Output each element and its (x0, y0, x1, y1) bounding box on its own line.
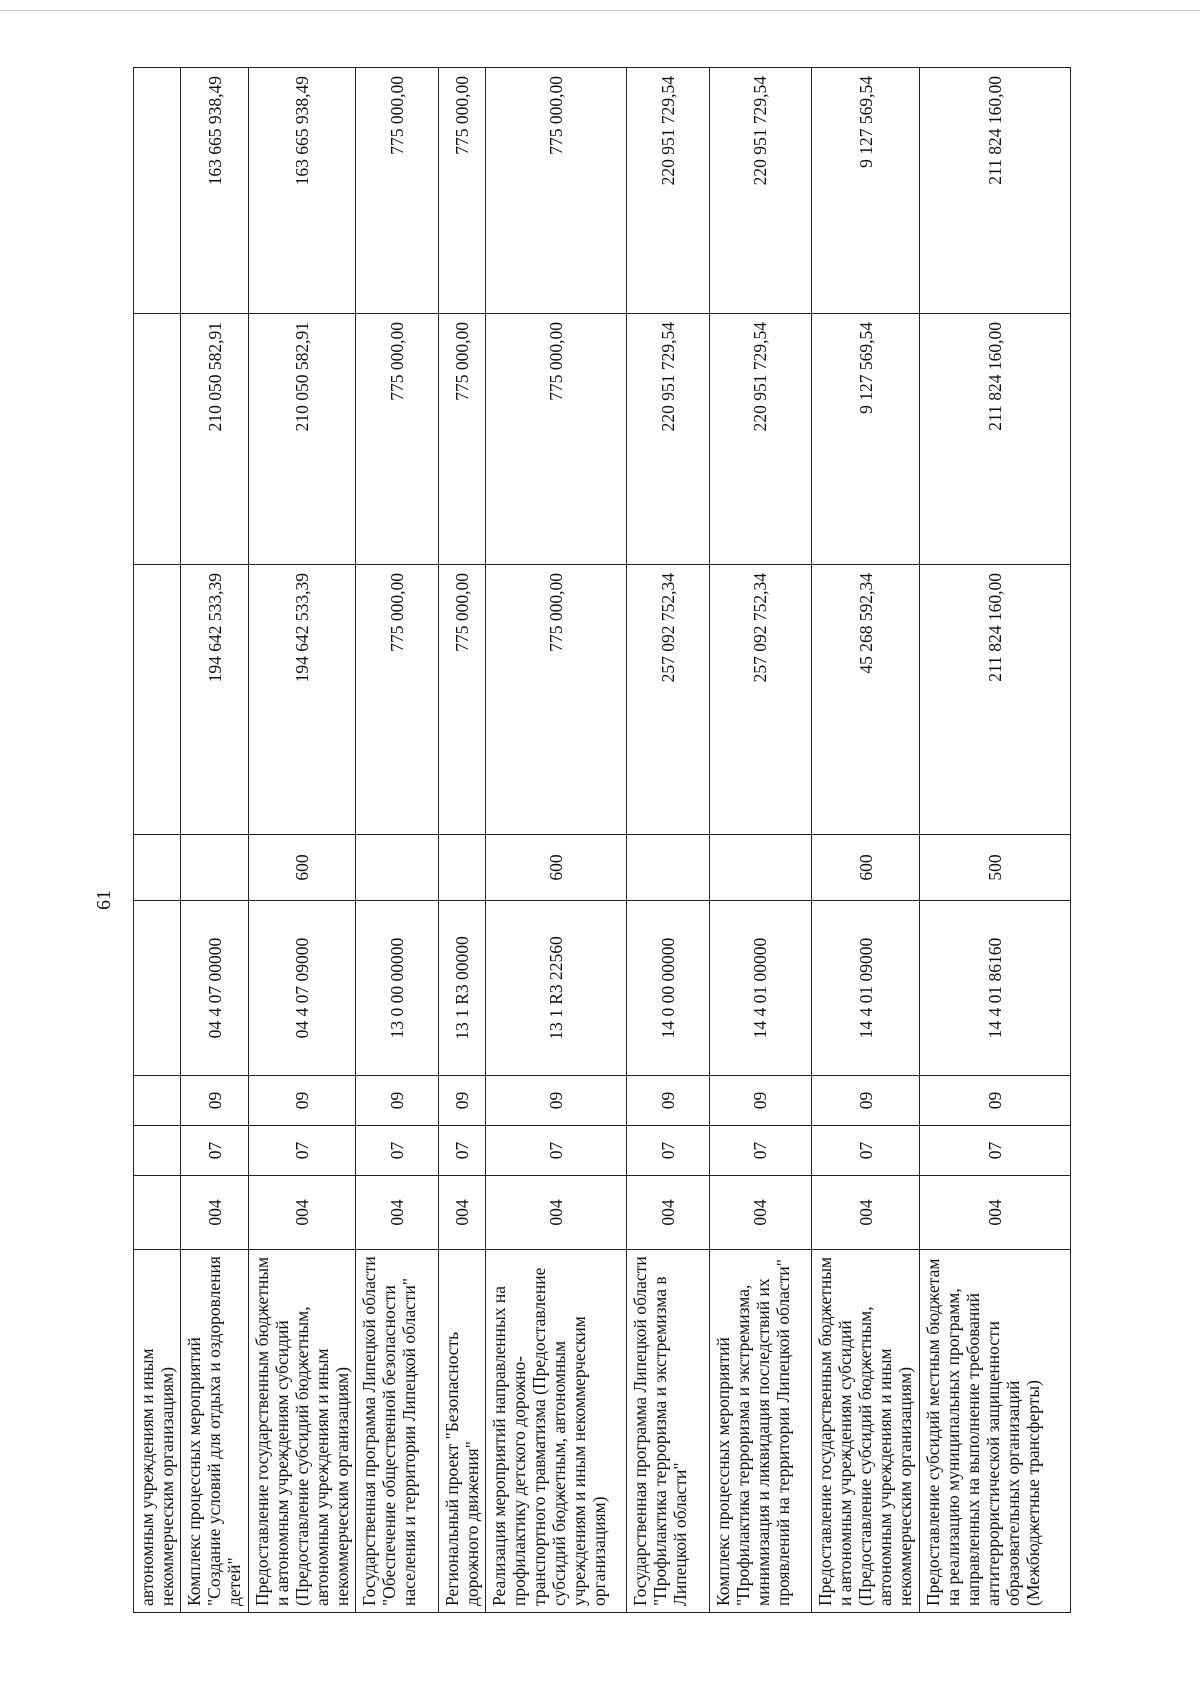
section-code: 07 (248, 1126, 356, 1176)
sum-year-1: 194 642 533,39 (248, 565, 356, 835)
expense-type (709, 835, 812, 901)
target-article (134, 901, 181, 1076)
budget-table-rotated (133, 68, 1071, 1613)
subsection-code: 09 (486, 1076, 627, 1126)
sum-year-2: 775 000,00 (486, 314, 627, 565)
row-name: Комплекс процессных мероприятий "Профилактика терроризма и экстремизма, минимизация и ликвидация последствий их проявлений на территории Липецкой области" (709, 1250, 812, 1613)
section-code (134, 1126, 181, 1176)
budget-table (133, 67, 1071, 1613)
sum-year-3 (134, 68, 181, 314)
table-row (356, 68, 439, 1613)
row-name: автономным учреждениям и иным некоммерческим организациям) (134, 1250, 181, 1613)
target-article: 14 4 01 00000 (709, 901, 812, 1076)
subsection-code: 09 (248, 1076, 356, 1126)
section-code: 07 (812, 1126, 920, 1176)
expense-type (181, 835, 248, 901)
sum-year-3: 220 951 729,54 (709, 68, 812, 314)
sum-year-3: 163 665 938,49 (248, 68, 356, 314)
scan-edge-line (0, 10, 1200, 11)
sum-year-1: 257 092 752,34 (627, 565, 710, 835)
row-name: Государственная программа Липецкой области "Обеспечение общественной безопасности населения и территории Липецкой области" (356, 1250, 439, 1613)
section-code: 07 (356, 1126, 439, 1176)
expense-type (438, 835, 485, 901)
target-article: 04 4 07 00000 (181, 901, 248, 1076)
target-article: 14 4 01 86160 (919, 901, 1070, 1076)
sum-year-3: 775 000,00 (486, 68, 627, 314)
section-code: 07 (486, 1126, 627, 1176)
section-code: 07 (627, 1126, 710, 1176)
admin-code: 004 (812, 1176, 920, 1250)
table-row (248, 68, 356, 1613)
sum-year-3: 163 665 938,49 (181, 68, 248, 314)
section-code: 07 (438, 1126, 485, 1176)
sum-year-1: 775 000,00 (438, 565, 485, 835)
target-article: 13 1 R3 22560 (486, 901, 627, 1076)
admin-code: 004 (486, 1176, 627, 1250)
expense-type: 600 (812, 835, 920, 901)
sum-year-2: 210 050 582,91 (181, 314, 248, 565)
admin-code: 004 (438, 1176, 485, 1250)
expense-type (356, 835, 439, 901)
row-name: Региональный проект "Безопасность дорожного движения" (438, 1250, 485, 1613)
sum-year-1: 775 000,00 (356, 565, 439, 835)
subsection-code: 09 (627, 1076, 710, 1126)
expense-type (627, 835, 710, 901)
table-row (438, 68, 485, 1613)
sum-year-1: 775 000,00 (486, 565, 627, 835)
expense-type (134, 835, 181, 901)
row-name: Реализация мероприятий направленных на профилактику детского дорожно-транспортного травматизма (Предоставление субсидий бюджетным, автономным учреждениям и иным некоммерческим организациям) (486, 1250, 627, 1613)
admin-code: 004 (919, 1176, 1070, 1250)
expense-type: 600 (248, 835, 356, 901)
subsection-code: 09 (812, 1076, 920, 1126)
table-row (919, 68, 1070, 1613)
row-name: Предоставление государственным бюджетным и автономным учреждениям субсидий (Предоставление субсидий бюджетным, автономным учреждениям и иным некоммерческим организациям) (248, 1250, 356, 1613)
row-name: Комплекс процессных мероприятий "Создание условий для отдыха и оздоровления детей" (181, 1250, 248, 1613)
admin-code (134, 1176, 181, 1250)
subsection-code: 09 (438, 1076, 485, 1126)
sum-year-1 (134, 565, 181, 835)
admin-code: 004 (248, 1176, 356, 1250)
admin-code: 004 (627, 1176, 710, 1250)
sum-year-1: 257 092 752,34 (709, 565, 812, 835)
subsection-code: 09 (356, 1076, 439, 1126)
table-row (812, 68, 920, 1613)
table-row (627, 68, 710, 1613)
section-code: 07 (709, 1126, 812, 1176)
row-name: Предоставление субсидий местным бюджетам на реализацию муниципальных программ, направленных на выполнение требований антитеррористической защищенности образовательных организаций (Межбюджетные трансферты) (919, 1250, 1070, 1613)
admin-code: 004 (181, 1176, 248, 1250)
row-name: Предоставление государственным бюджетным и автономным учреждениям субсидий (Предоставление субсидий бюджетным, автономным учреждениям и иным некоммерческим организациям) (812, 1250, 920, 1613)
target-article: 14 4 01 09000 (812, 901, 920, 1076)
sum-year-2: 220 951 729,54 (627, 314, 710, 565)
table-row (486, 68, 627, 1613)
section-code: 07 (919, 1126, 1070, 1176)
sum-year-3: 775 000,00 (438, 68, 485, 314)
target-article: 04 4 07 09000 (248, 901, 356, 1076)
sum-year-2: 210 050 582,91 (248, 314, 356, 565)
subsection-code: 09 (181, 1076, 248, 1126)
sum-year-3: 775 000,00 (356, 68, 439, 314)
row-name: Государственная программа Липецкой области "Профилактика терроризма и экстремизма в Липецкой области" (627, 1250, 710, 1613)
sum-year-2: 775 000,00 (438, 314, 485, 565)
sum-year-2: 775 000,00 (356, 314, 439, 565)
table-row (134, 68, 181, 1613)
sum-year-2: 211 824 160,00 (919, 314, 1070, 565)
sum-year-3: 9 127 569,54 (812, 68, 920, 314)
expense-type: 600 (486, 835, 627, 901)
sum-year-2 (134, 314, 181, 565)
section-code: 07 (181, 1126, 248, 1176)
subsection-code: 09 (919, 1076, 1070, 1126)
target-article: 14 0 00 00000 (627, 901, 710, 1076)
table-row (181, 68, 248, 1613)
subsection-code: 09 (709, 1076, 812, 1126)
admin-code: 004 (709, 1176, 812, 1250)
expense-type: 500 (919, 835, 1070, 901)
sum-year-3: 220 951 729,54 (627, 68, 710, 314)
sum-year-2: 220 951 729,54 (709, 314, 812, 565)
sum-year-1: 194 642 533,39 (181, 565, 248, 835)
sum-year-2: 9 127 569,54 (812, 314, 920, 565)
sum-year-1: 45 268 592,34 (812, 565, 920, 835)
admin-code: 004 (356, 1176, 439, 1250)
table-row (709, 68, 812, 1613)
subsection-code (134, 1076, 181, 1126)
sum-year-3: 211 824 160,00 (919, 68, 1070, 314)
target-article: 13 1 R3 00000 (438, 901, 485, 1076)
target-article: 13 0 00 00000 (356, 901, 439, 1076)
sum-year-1: 211 824 160,00 (919, 565, 1070, 835)
page-number: 61 (93, 890, 115, 910)
